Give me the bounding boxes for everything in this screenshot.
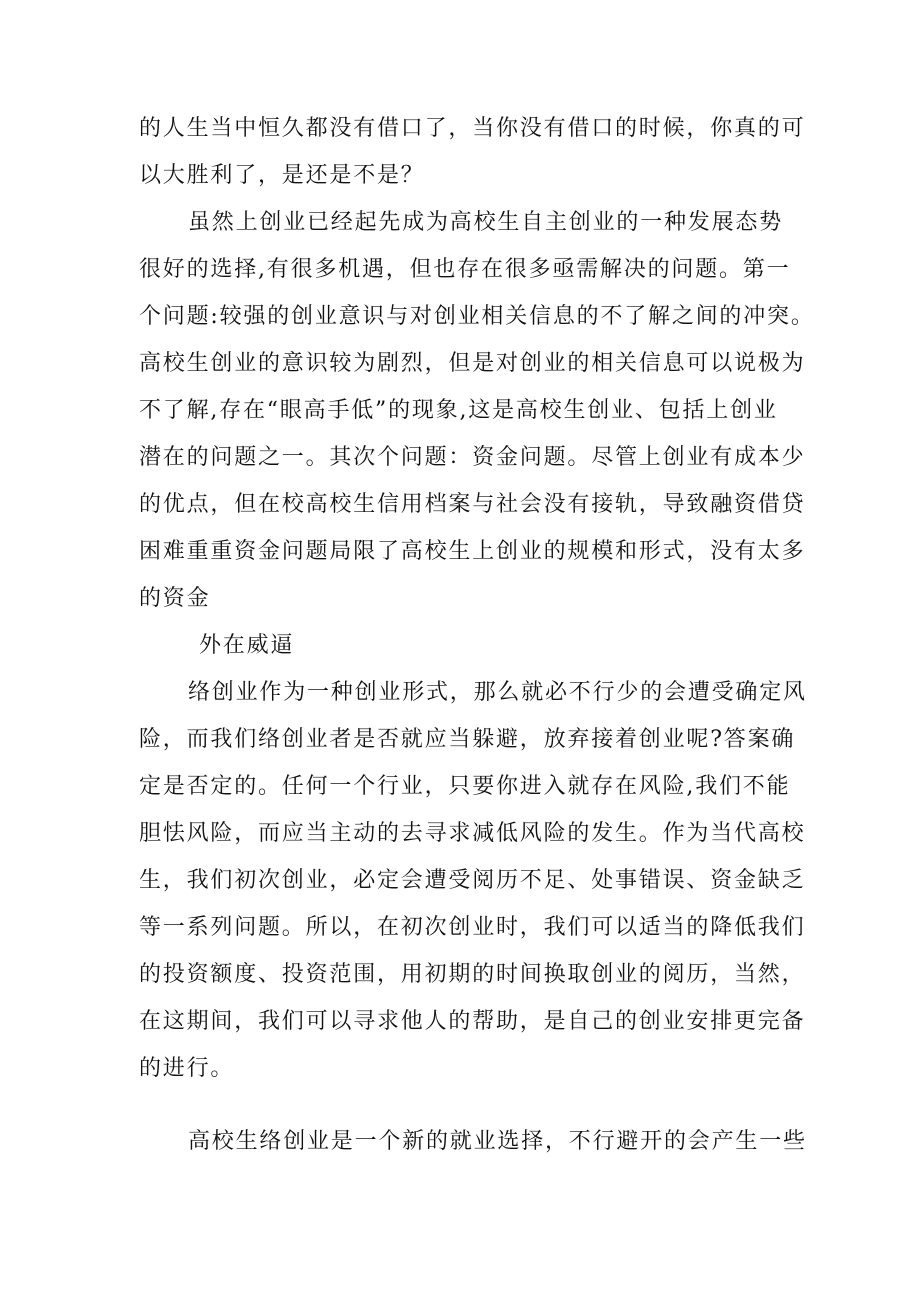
text-line: 潜在的问题之一。其次个问题：资金问题。尽管上创业有成本少 — [139, 445, 806, 470]
text-line: 的资金 — [139, 586, 211, 611]
text-line: 高校生创业的意识较为剧烈，但是对创业的相关信息可以说极为 — [139, 351, 806, 376]
text-line: 生，我们初次创业，必定会遭受阅历不足、处事错误、资金缺乏 — [139, 868, 806, 893]
text-line: 不了解,存在“眼高手低”的现象,这是高校生创业、包括上创业 — [139, 398, 778, 423]
text-line: 在这期间，我们可以寻求他人的帮助，是自己的创业安排更完备 — [139, 1009, 806, 1034]
text-line: 的优点，但在校高校生信用档案与社会没有接轨，导致融资借贷 — [139, 492, 806, 517]
text-line: 等一系列问题。所以，在初次创业时，我们可以适当的降低我们 — [139, 915, 806, 940]
text-line: 很好的选择,有很多机遇，但也存在很多亟需解决的问题。第一 — [139, 257, 791, 282]
section-heading: 外在威逼 — [199, 633, 295, 658]
text-line: 困难重重资金问题局限了高校生上创业的规模和形式，没有太多 — [139, 539, 806, 564]
text-line: 个问题:较强的创业意识与对创业相关信息的不了解之间的冲突。 — [139, 304, 815, 329]
text-line: 虽然上创业已经起先成为高校生自主创业的一种发展态势 — [188, 210, 784, 235]
text-line: 高校生络创业是一个新的就业选择，不行避开的会产生一些 — [188, 1129, 807, 1154]
text-line: 的进行。 — [139, 1056, 235, 1081]
text-line: 定是否定的。任何一个行业，只要你进入就存在风险,我们不能 — [139, 774, 791, 799]
text-line: 的人生当中恒久都没有借口了，当你没有借口的时候，你真的可 — [139, 116, 806, 141]
text-line: 络创业作为一种创业形式，那么就必不行少的会遭受确定风 — [188, 680, 807, 705]
text-line: 以大胜利了，是还是不是？ — [139, 163, 425, 188]
text-line: 险，而我们络创业者是否就应当躲避，放弃接着创业呢?答案确 — [139, 727, 796, 752]
text-line: 胆怯风险，而应当主动的去寻求减低风险的发生。作为当代高校 — [139, 821, 806, 846]
text-line: 的投资额度、投资范围，用初期的时间换取创业的阅历，当然， — [139, 962, 806, 987]
